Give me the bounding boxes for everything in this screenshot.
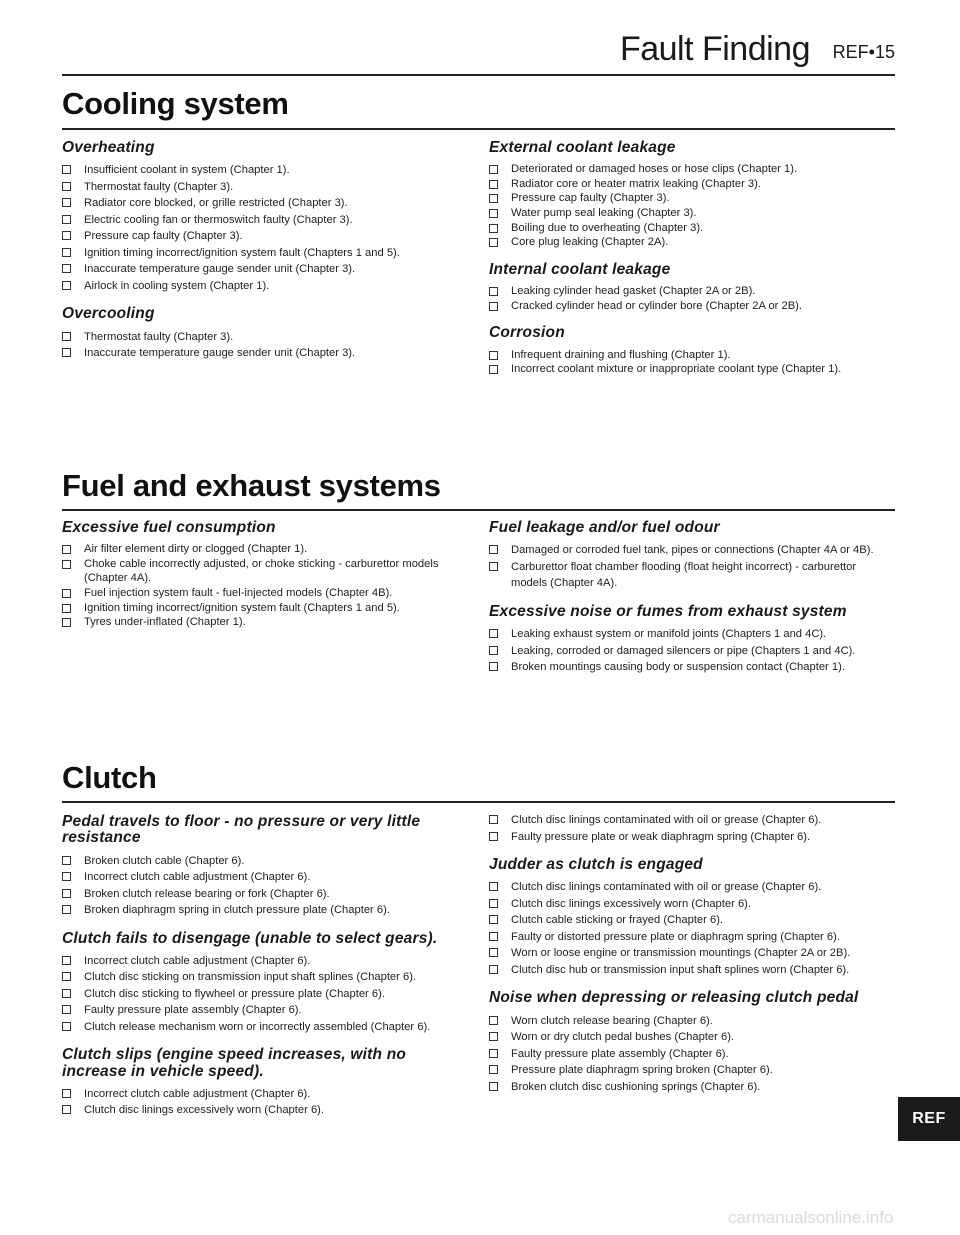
fault-item [489, 626, 895, 643]
subheading-pedal-travels: Pedal travels to floor - no pressure or very little resistance [62, 813, 421, 847]
checkbox-icon [489, 165, 498, 174]
fault-item [62, 345, 468, 362]
section-divider [62, 128, 895, 130]
fault-list [62, 329, 468, 362]
checkbox-icon [489, 209, 498, 218]
fault-item-text: Leaking exhaust system or manifold joints (Chapters 1 and 4C). [511, 628, 827, 641]
checkbox-icon [62, 856, 71, 865]
fault-item [62, 557, 468, 586]
fault-item-text: Broken diaphragm spring in clutch pressure plate (Chapter 6). [84, 904, 390, 917]
fault-item [489, 659, 895, 676]
fault-item-text: Boiling due to overheating (Chapter 3). [511, 221, 704, 234]
checkbox-icon [489, 948, 498, 957]
fault-item [489, 812, 895, 829]
checkbox-icon [62, 248, 71, 257]
checkbox-icon [489, 662, 498, 671]
checkbox-icon [489, 180, 498, 189]
checkbox-icon [62, 604, 71, 613]
fault-item [489, 929, 895, 946]
fault-list [62, 853, 468, 919]
page-title: Fault Finding [619, 30, 810, 68]
fault-item-text: Leaking, corroded or damaged silencers or pipe (Chapters 1 and 4C). [511, 644, 856, 657]
checkbox-icon [62, 182, 71, 191]
checkbox-icon [62, 956, 71, 965]
section-divider [62, 801, 895, 803]
section-title-cooling: Cooling system [62, 86, 289, 121]
checkbox-icon [62, 589, 71, 598]
fault-item-text: Broken clutch cable (Chapter 6). [84, 854, 245, 867]
fault-item [62, 212, 468, 229]
section-title-clutch: Clutch [62, 760, 157, 795]
fault-item-text: Clutch disc linings contaminated with oil or grease (Chapter 6). [511, 814, 822, 826]
fault-item-text: Worn clutch release bearing (Chapter 6). [511, 1014, 713, 1027]
fault-item [62, 162, 468, 179]
fault-item [62, 1102, 468, 1119]
checkbox-icon [62, 872, 71, 881]
fault-item-text: Clutch release mechanism worn or incorrectly assembled (Chapter 6). [84, 1020, 431, 1033]
fault-item-text: Clutch disc linings excessively worn (Chapter 6). [511, 897, 752, 910]
fault-item [489, 362, 895, 377]
fault-list [62, 542, 468, 630]
fault-item-text: Leaking cylinder head gasket (Chapter 2A or 2B). [511, 285, 756, 298]
fault-list [489, 348, 895, 377]
fault-item [489, 221, 895, 236]
fault-item [489, 962, 895, 979]
fault-item [489, 177, 895, 192]
subheading-external-leakage: External coolant leakage [489, 139, 676, 156]
fault-item-text: Broken clutch release bearing or fork (Chapter 6). [84, 887, 330, 900]
checkbox-icon [62, 264, 71, 273]
fault-item-text: Insufficient coolant in system (Chapter 1). [84, 164, 290, 177]
checkbox-icon [489, 629, 498, 638]
checkbox-icon [489, 351, 498, 360]
fault-item [489, 896, 895, 913]
checkbox-icon [489, 932, 498, 941]
fault-item [62, 542, 468, 557]
checkbox-icon [62, 560, 71, 569]
checkbox-icon [489, 815, 498, 824]
fault-item-text: Pressure plate diaphragm spring broken (Chapter 6). [511, 1064, 773, 1077]
clutch-right-column [489, 812, 895, 1107]
checkbox-icon [489, 194, 498, 203]
subheading-overheating: Overheating [62, 139, 155, 156]
cooling-left-column [62, 140, 468, 374]
checkbox-icon [489, 302, 498, 311]
checkbox-icon [489, 224, 498, 233]
checkbox-icon [489, 915, 498, 924]
fault-item-text: Electric cooling fan or thermoswitch faulty (Chapter 3). [84, 213, 353, 226]
fault-item [62, 228, 468, 245]
checkbox-icon [62, 972, 71, 981]
fault-item [489, 542, 895, 559]
fault-item-text: Pressure cap faulty (Chapter 3). [84, 230, 243, 243]
fault-item-text: Faulty pressure plate assembly (Chapter 6). [511, 1047, 729, 1060]
fault-item-text: Airlock in cooling system (Chapter 1). [84, 279, 270, 292]
fault-item [62, 953, 468, 970]
fault-item [489, 206, 895, 221]
fault-item-text: Clutch cable sticking or frayed (Chapter 6). [511, 914, 724, 927]
fault-item [489, 299, 895, 314]
fault-list [62, 162, 468, 294]
fault-item-text: Clutch disc sticking on transmission input shaft splines (Chapter 6). [84, 971, 417, 984]
subheading-judder: Judder as clutch is engaged [489, 856, 703, 873]
checkbox-icon [62, 905, 71, 914]
fault-item [62, 615, 468, 630]
checkbox-icon [489, 1032, 498, 1041]
fault-item [489, 348, 895, 363]
fault-list [489, 812, 895, 845]
checkbox-icon [489, 832, 498, 841]
fault-item-text: Tyres under-inflated (Chapter 1). [84, 616, 246, 629]
fault-item [489, 1079, 895, 1096]
fault-item-text: Inaccurate temperature gauge sender unit (Chapter 3). [84, 347, 356, 360]
fault-item-text: Clutch disc linings contaminated with oil or grease (Chapter 6). [511, 881, 822, 894]
fault-item-text: Air filter element dirty or clogged (Chapter 1). [84, 543, 308, 556]
checkbox-icon [489, 365, 498, 374]
section-title-fuel: Fuel and exhaust systems [62, 468, 441, 503]
fault-list [489, 879, 895, 978]
checkbox-icon [489, 1049, 498, 1058]
fault-item-text: Damaged or corroded fuel tank, pipes or connections (Chapter 4A or 4B). [511, 544, 874, 557]
page-number: REF•15 [832, 42, 895, 62]
checkbox-icon [489, 1065, 498, 1074]
fault-item [62, 869, 468, 886]
fault-item-text: Infrequent draining and flushing (Chapter 1). [511, 348, 731, 361]
checkbox-icon [62, 281, 71, 290]
fault-item [62, 1002, 468, 1019]
fault-item-text: Clutch disc linings excessively worn (Chapter 6). [84, 1104, 325, 1117]
checkbox-icon [62, 1022, 71, 1031]
checkbox-icon [62, 618, 71, 627]
subheading-exhaust-noise: Excessive noise or fumes from exhaust system [489, 602, 847, 620]
fault-item-text: Faulty pressure plate or weak diaphragm spring (Chapter 6). [511, 830, 811, 843]
checkbox-icon [62, 198, 71, 207]
section-divider [62, 509, 895, 511]
fault-item [489, 1013, 895, 1030]
fault-list [489, 626, 895, 676]
fault-item [62, 329, 468, 346]
checkbox-icon [62, 165, 71, 174]
subheading-fuel-consumption: Excessive fuel consumption [62, 519, 276, 536]
fault-item-text: Choke cable incorrectly adjusted, or choke sticking - carburettor models (Chapter 4A). [84, 557, 439, 585]
checkbox-icon [62, 889, 71, 898]
fault-list [62, 953, 468, 1036]
fault-item-text: Radiator core blocked, or grille restricted (Chapter 3). [84, 197, 348, 210]
fault-item-text: Water pump seal leaking (Chapter 3). [511, 207, 697, 220]
ref-section-tab: REF [898, 1097, 960, 1141]
fault-item [489, 1029, 895, 1046]
cooling-right-column [489, 140, 895, 389]
fault-item-text: Incorrect coolant mixture or inappropriate coolant type (Chapter 1). [511, 363, 842, 376]
fault-item [62, 986, 468, 1003]
fault-item [489, 235, 895, 250]
fault-item [489, 162, 895, 177]
fault-list [489, 1013, 895, 1096]
fault-item-text: Incorrect clutch cable adjustment (Chapter 6). [84, 954, 311, 967]
fault-item-text: Deteriorated or damaged hoses or hose clips (Chapter 1). [511, 163, 798, 176]
checkbox-icon [62, 332, 71, 341]
fault-item-text: Broken clutch disc cushioning springs (Chapter 6). [511, 1080, 761, 1093]
fuel-right-column [489, 520, 895, 688]
checkbox-icon [489, 1082, 498, 1091]
fault-item-text: Thermostat faulty (Chapter 3). [84, 330, 234, 343]
fault-item-text: Clutch disc hub or transmission input shaft splines worn (Chapter 6). [511, 963, 850, 976]
fault-item [62, 179, 468, 196]
subheading-clutch-noise: Noise when depressing or releasing clutch pedal [489, 989, 859, 1007]
checkbox-icon [489, 238, 498, 247]
fault-item-text: Faulty or distorted pressure plate or diaphragm spring (Chapter 6). [511, 930, 840, 943]
fault-list [489, 542, 895, 592]
fuel-left-column [62, 520, 468, 642]
fault-item [62, 278, 468, 295]
fault-item [489, 643, 895, 660]
fault-item [62, 261, 468, 278]
checkbox-icon [62, 1105, 71, 1114]
checkbox-icon [489, 882, 498, 891]
checkbox-icon [62, 989, 71, 998]
checkbox-icon [489, 287, 498, 296]
fault-item [489, 945, 895, 962]
subheading-corrosion: Corrosion [489, 324, 565, 342]
subheading-fuel-leakage: Fuel leakage and/or fuel odour [489, 519, 720, 536]
checkbox-icon [489, 646, 498, 655]
fault-item [489, 559, 895, 592]
fault-item [62, 195, 468, 212]
fault-item [489, 1046, 895, 1063]
fault-item [489, 879, 895, 896]
fault-item [62, 902, 468, 919]
fault-item-text: Core plug leaking (Chapter 2A). [511, 236, 669, 249]
fault-item [62, 1086, 468, 1103]
fault-item-text: Pressure cap faulty (Chapter 3). [511, 192, 670, 205]
checkbox-icon [489, 1016, 498, 1025]
fault-item [489, 191, 895, 206]
fault-list [489, 162, 895, 250]
fault-item [62, 886, 468, 903]
checkbox-icon [62, 348, 71, 357]
fault-item [62, 601, 468, 616]
fault-list [62, 1086, 468, 1119]
fault-item [62, 853, 468, 870]
fault-item-text: Ignition timing incorrect/ignition system fault (Chapters 1 and 5). [84, 246, 400, 259]
fault-item-text: Fuel injection system fault - fuel-injected models (Chapter 4B). [84, 587, 393, 600]
subheading-clutch-disengage: Clutch fails to disengage (unable to select gears). [62, 929, 438, 947]
subheading-overcooling: Overcooling [62, 305, 155, 323]
fault-item [489, 284, 895, 299]
footer-watermark: carmanualsonline.info [728, 1208, 894, 1227]
fault-item-text: Carburettor float chamber flooding (float height incorrect) - carburettor models (Chapter 4A). [511, 560, 857, 590]
fault-item [62, 969, 468, 986]
fault-item-text: Faulty pressure plate assembly (Chapter 6). [84, 1004, 302, 1017]
fault-item-text: Broken mountings causing body or suspension contact (Chapter 1). [511, 661, 845, 674]
fault-item-text: Radiator core or heater matrix leaking (Chapter 3). [511, 177, 761, 190]
checkbox-icon [489, 965, 498, 974]
fault-item-text: Clutch disc sticking to flywheel or pressure plate (Chapter 6). [84, 987, 385, 1000]
fault-item-text: Incorrect clutch cable adjustment (Chapter 6). [84, 871, 311, 884]
fault-item-text: Worn or loose engine or transmission mountings (Chapter 2A or 2B). [511, 947, 851, 960]
fault-item-text: Incorrect clutch cable adjustment (Chapter 6). [84, 1087, 311, 1100]
fault-list [489, 284, 895, 313]
fault-item [62, 1019, 468, 1036]
fault-item [62, 245, 468, 262]
fault-item [489, 912, 895, 929]
checkbox-icon [489, 562, 498, 571]
fault-item [62, 586, 468, 601]
subheading-internal-leakage: Internal coolant leakage [489, 260, 671, 278]
checkbox-icon [62, 545, 71, 554]
fault-item-text: Thermostat faulty (Chapter 3). [84, 180, 234, 193]
fault-item-text: Ignition timing incorrect/ignition system fault (Chapters 1 and 5). [84, 601, 400, 614]
checkbox-icon [62, 215, 71, 224]
checkbox-icon [62, 231, 71, 240]
fault-item-text: Inaccurate temperature gauge sender unit (Chapter 3). [84, 263, 356, 276]
clutch-left-column [62, 814, 468, 1131]
fault-item-text: Cracked cylinder head or cylinder bore (Chapter 2A or 2B). [511, 299, 803, 312]
subheading-clutch-slips: Clutch slips (engine speed increases, with no increase in vehicle speed). [62, 1046, 407, 1080]
fault-item [489, 1062, 895, 1079]
fault-item [489, 829, 895, 846]
fault-item-text: Worn or dry clutch pedal bushes (Chapter 6). [511, 1031, 735, 1044]
page-header [62, 28, 895, 76]
checkbox-icon [489, 899, 498, 908]
checkbox-icon [62, 1089, 71, 1098]
checkbox-icon [62, 1005, 71, 1014]
checkbox-icon [489, 545, 498, 554]
